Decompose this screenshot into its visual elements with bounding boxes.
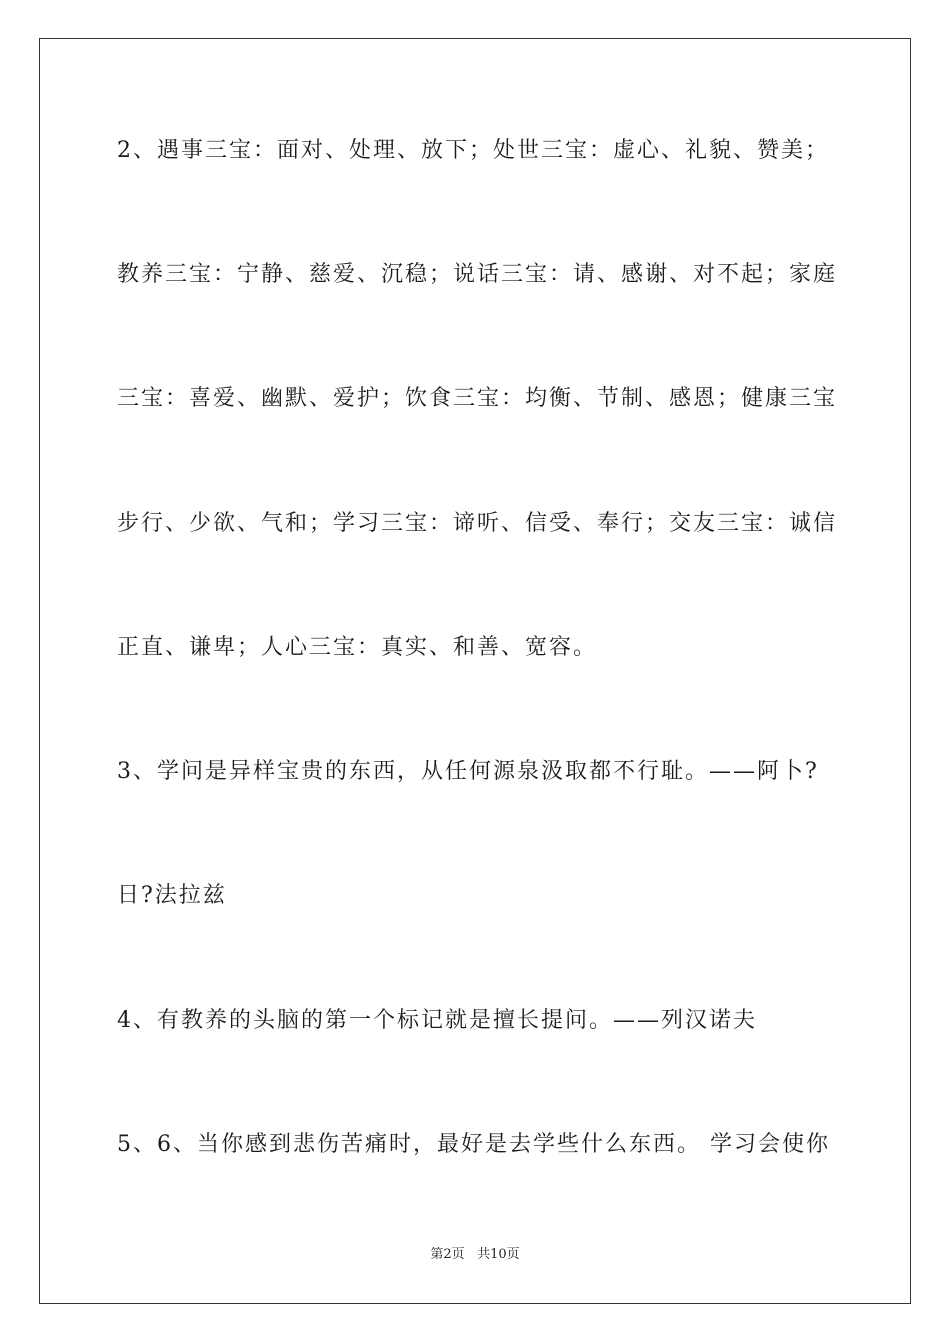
page-footer xyxy=(0,1246,950,1264)
text-line: 5、6、当你感到悲伤苦痛时，最好是去学些什么东西。 学习会使你 xyxy=(117,1132,830,1157)
text-line: 3、学问是异样宝贵的东西，从任何源泉汲取都不行耻。——阿卜? xyxy=(117,759,819,784)
text-line: 步行、少欲、气和；学习三宝：谛听、信受、奉行；交友三宝：诚信 xyxy=(117,511,838,536)
page-total: 共10页 xyxy=(477,1247,520,1262)
page-border xyxy=(39,38,911,1304)
text-line: 2、遇事三宝：面对、处理、放下；处世三宝：虚心、礼貌、赞美； xyxy=(117,138,829,163)
text-line: 日?法拉兹 xyxy=(117,883,227,908)
text-line: 三宝：喜爱、幽默、爱护；饮食三宝：均衡、节制、感恩；健康三宝 xyxy=(117,386,838,411)
page-number: 第2页 xyxy=(430,1247,465,1262)
text-line: 正直、谦卑；人心三宝：真实、和善、宽容。 xyxy=(117,635,598,660)
text-line: 4、有教养的头脑的第一个标记就是擅长提问。——列汉诺夫 xyxy=(117,1008,757,1033)
text-line: 教养三宝：宁静、慈爱、沉稳；说话三宝：请、感谢、对不起；家庭 xyxy=(117,262,838,287)
